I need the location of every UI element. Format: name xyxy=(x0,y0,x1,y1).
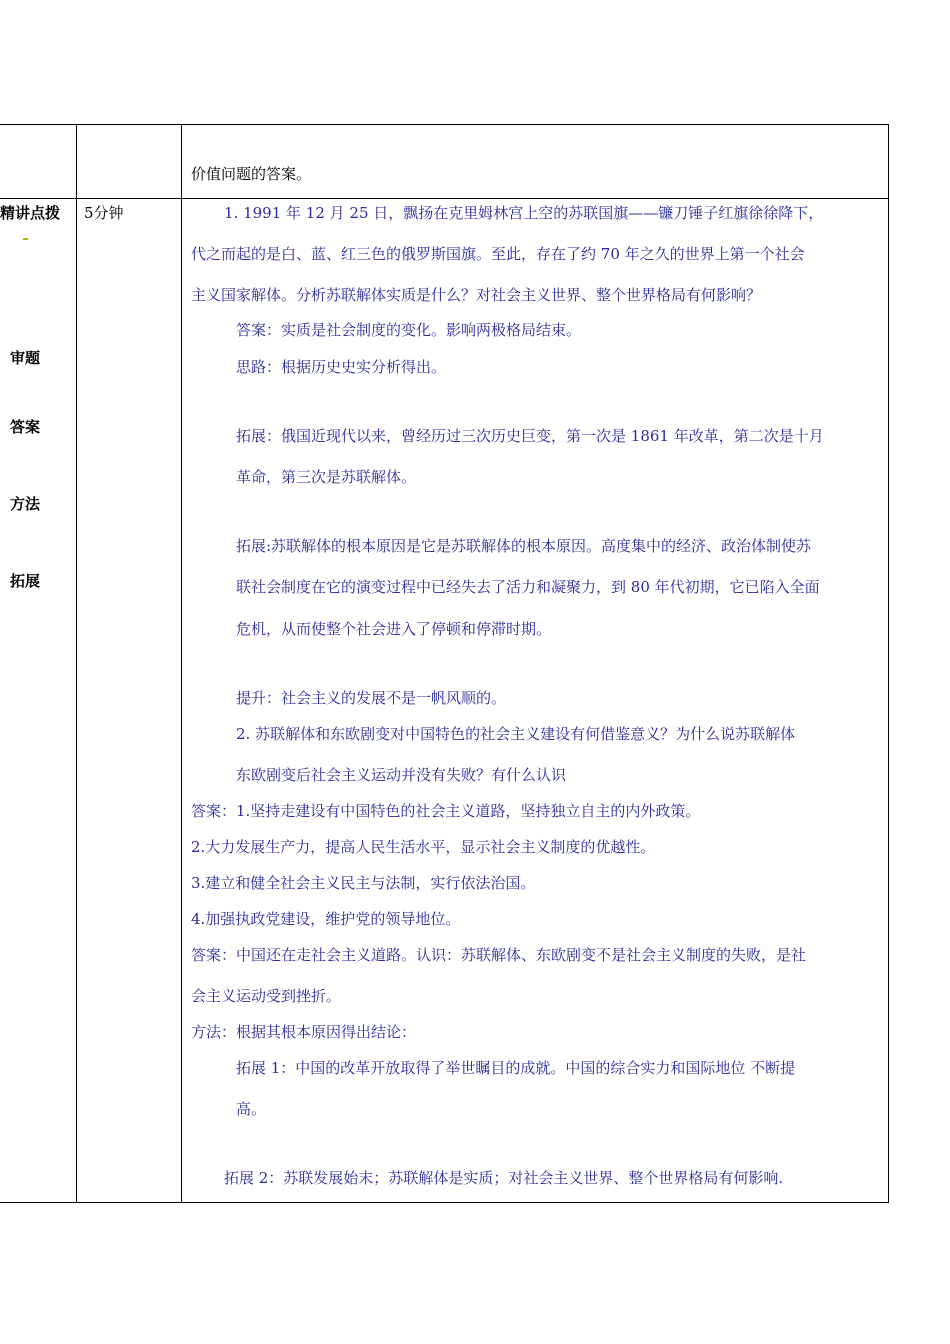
duration: 5分钟 xyxy=(84,204,124,222)
q2-line2: 东欧剧变后社会主义运动并没有失败？有什么认识 xyxy=(236,766,567,784)
improve: 提升：社会主义的发展不是一帆风顺的。 xyxy=(236,689,507,707)
top-row-text: 价值问题的答案。 xyxy=(191,165,312,183)
extension2-line2: 联社会制度在它的演变过程中已经失去了活力和凝聚力，到 80 年代初期，它已陷入全面 xyxy=(236,578,820,596)
label-tuozhan: 拓展 xyxy=(10,572,41,590)
answer2-4: 4.加强执政党建设，维护党的领导地位。 xyxy=(191,910,461,928)
extension1-line2: 革命，第三次是苏联解体。 xyxy=(236,468,417,486)
column-divider-2 xyxy=(181,125,182,1202)
extension3-line1: 拓展 1：中国的改革开放取得了举世瞩目的成就。中国的综合实力和国际地位 不断提 xyxy=(236,1059,796,1077)
q2-line1: 2. 苏联解体和东欧剧变对中国特色的社会主义建设有何借鉴意义？为什么说苏联解体 xyxy=(236,725,796,743)
answer2-1: 答案：1.坚持走建设有中国特色的社会主义道路，坚持独立自主的内外政策。 xyxy=(191,802,701,820)
q1-line1: 1. 1991 年 12 月 25 日，飘扬在克里姆林宫上空的苏联国旗——镰刀锤子红旗徐徐降下， xyxy=(224,204,824,222)
section-title: 精讲点拨 xyxy=(0,204,61,222)
row-divider xyxy=(0,198,888,199)
marker-tick xyxy=(23,238,28,240)
extension2-line1: 拓展:苏联解体的根本原因是它是苏联解体的根本原因。高度集中的经济、政治体制使苏 xyxy=(236,537,812,555)
label-fangfa: 方法 xyxy=(10,495,41,513)
method: 方法：根据其根本原因得出结论： xyxy=(191,1023,417,1041)
extension3-line2: 高。 xyxy=(236,1100,267,1118)
thinking1: 思路：根据历史史实分析得出。 xyxy=(236,358,447,376)
extension2-line3: 危机，从而使整个社会进入了停顿和停滞时期。 xyxy=(236,620,552,638)
answer2-2: 2.大力发展生产力，提高人民生活水平，显示社会主义制度的优越性。 xyxy=(191,838,656,856)
label-daan: 答案 xyxy=(10,418,41,436)
answer1: 答案：实质是社会制度的变化。影响两极格局结束。 xyxy=(236,321,582,339)
answer2-3: 3.建立和健全社会主义民主与法制，实行依法治国。 xyxy=(191,874,536,892)
answer3-line1: 答案：中国还在走社会主义道路。认识：苏联解体、东欧剧变不是社会主义制度的失败，是社 xyxy=(191,946,807,964)
answer3-line2: 会主义运动受到挫折。 xyxy=(191,987,342,1005)
label-shenti: 审题 xyxy=(10,349,41,367)
q1-line2: 代之而起的是白、蓝、红三色的俄罗斯国旗。至此，存在了约 70 年之久的世界上第一个社会 xyxy=(191,245,805,263)
extension4: 拓展 2：苏联发展始末；苏联解体是实质；对社会主义世界、整个世界格局有何影响. xyxy=(224,1169,784,1187)
q1-line3: 主义国家解体。分析苏联解体实质是什么？对社会主义世界、整个世界格局有何影响？ xyxy=(191,286,762,304)
extension1-line1: 拓展：俄国近现代以来，曾经历过三次历史巨变，第一次是 1861 年改革，第二次是十月 xyxy=(236,427,824,445)
column-divider-1 xyxy=(76,125,77,1202)
